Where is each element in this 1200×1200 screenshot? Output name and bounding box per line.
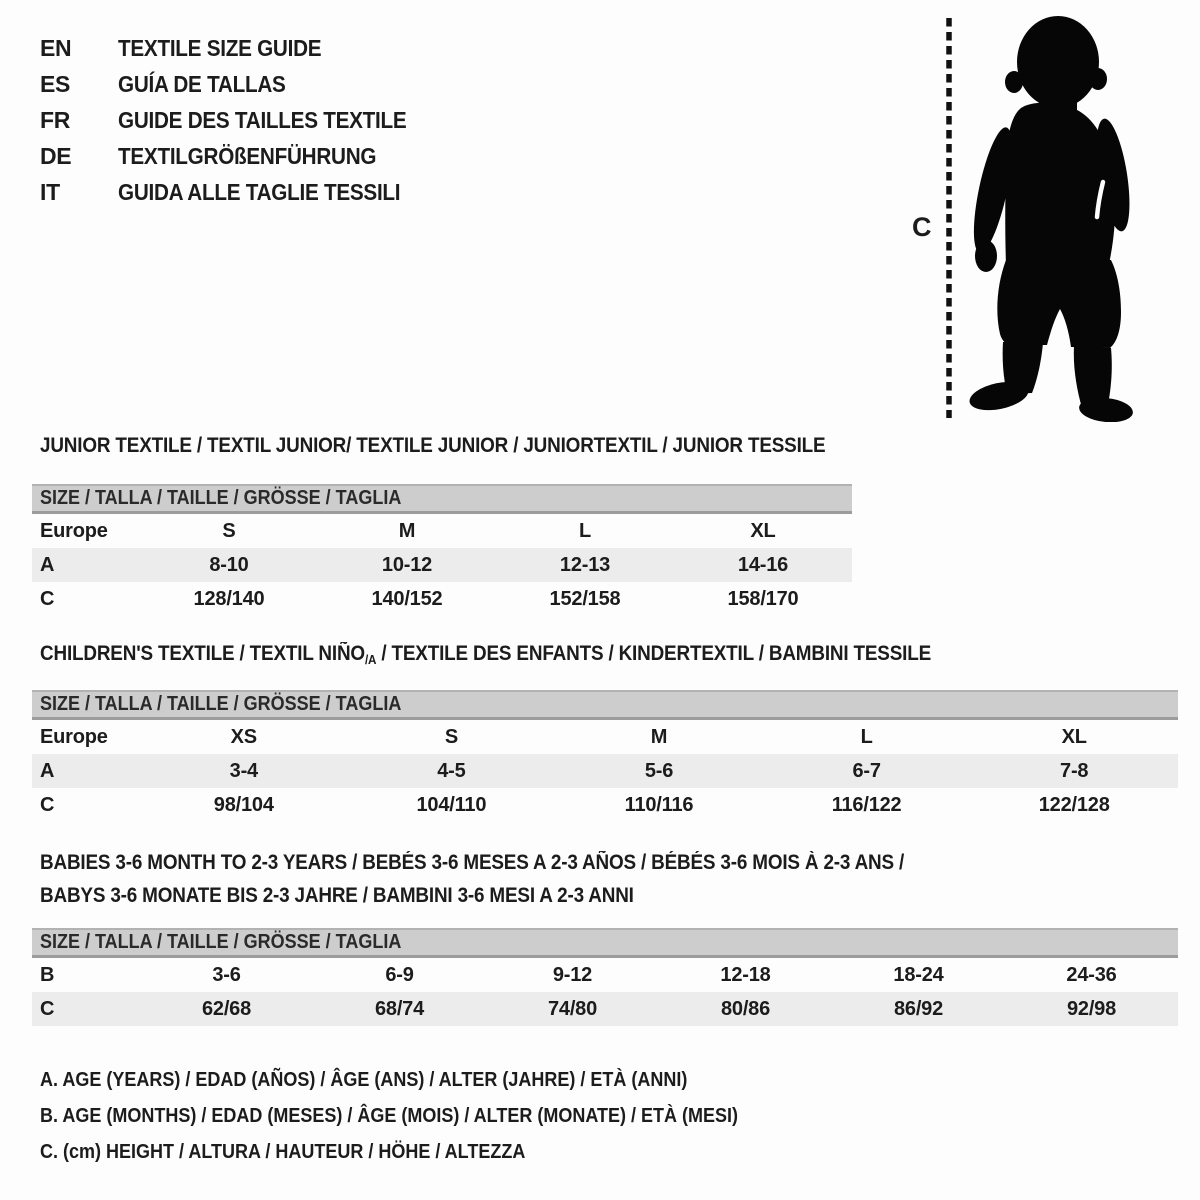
size-cell: 122/128 <box>1038 793 1110 816</box>
babies-row-height <box>32 992 1178 1026</box>
size-cell: 5-6 <box>644 759 674 782</box>
size-cell: 7-8 <box>1060 759 1089 782</box>
language-row-en <box>40 30 439 66</box>
size-header-bar: SIZE / TALLA / TAILLE / GRÖSSE / TAGLIA <box>32 690 1178 720</box>
children-row-age <box>32 754 1178 788</box>
size-cell: 140/152 <box>371 587 443 610</box>
junior-section-title: JUNIOR TEXTILE / TEXTIL JUNIOR/ TEXTILE JUNIOR / JUNIORTEXTIL / JUNIOR TESSILE <box>40 434 826 457</box>
size-cell: 80/86 <box>720 997 771 1020</box>
baby-silhouette-icon <box>958 12 1140 422</box>
row-label: Europe <box>40 519 108 542</box>
size-cell: 74/80 <box>547 997 598 1020</box>
size-cell: 104/110 <box>416 793 487 816</box>
size-cell: 62/68 <box>201 997 252 1020</box>
language-list <box>40 30 439 210</box>
size-cell: 152/158 <box>549 587 621 610</box>
row-label: C <box>40 997 55 1020</box>
size-cell: 116/122 <box>831 793 902 816</box>
measurement-legend <box>40 1062 816 1170</box>
children-row-height <box>32 788 1178 822</box>
size-cell: XL <box>750 519 776 542</box>
size-cell: 6-9 <box>385 963 414 986</box>
size-cell: M <box>650 725 668 748</box>
legend-line-b: B. AGE (MONTHS) / EDAD (MESES) / ÂGE (MOIS) / ALTER (MONATE) / ETÀ (MESI) <box>40 1104 738 1127</box>
size-cell: L <box>860 725 873 748</box>
size-cell: M <box>398 519 416 542</box>
junior-size-table <box>32 484 852 616</box>
size-cell: 6-7 <box>852 759 881 782</box>
size-cell: 14-16 <box>737 553 789 576</box>
size-cell: 68/74 <box>374 997 425 1020</box>
junior-row-height <box>32 582 852 616</box>
language-code: DE <box>40 142 72 169</box>
row-label: C <box>40 793 55 816</box>
size-cell: 110/116 <box>624 793 694 816</box>
height-measure-dashed-line <box>946 18 952 418</box>
size-cell: 24-36 <box>1066 963 1117 986</box>
children-row-europe <box>32 720 1178 754</box>
language-code: FR <box>40 106 71 133</box>
language-row-es <box>40 66 439 102</box>
size-cell: 18-24 <box>893 963 944 986</box>
language-title: GUIDA ALLE TAGLIE TESSILI <box>118 178 401 205</box>
legend-line-a: A. AGE (YEARS) / EDAD (AÑOS) / ÂGE (ANS) / ALTER (JAHRE) / ETÀ (ANNI) <box>40 1068 688 1091</box>
language-code: EN <box>40 34 72 61</box>
size-cell: 8-10 <box>209 553 249 576</box>
size-cell: XS <box>230 725 257 748</box>
language-title: GUÍA DE TALLAS <box>118 70 286 97</box>
size-cell: S <box>222 519 236 542</box>
height-measure-label: C <box>912 212 932 242</box>
junior-row-europe <box>32 514 852 548</box>
language-row-it <box>40 174 439 210</box>
babies-row-months <box>32 958 1178 992</box>
row-label: C <box>40 587 55 610</box>
size-cell: XL <box>1061 725 1087 748</box>
junior-row-age <box>32 548 852 582</box>
language-title: TEXTILE SIZE GUIDE <box>118 34 322 61</box>
size-cell: 12-18 <box>720 963 771 986</box>
language-code: ES <box>40 70 71 97</box>
row-label: Europe <box>40 725 108 748</box>
size-cell: 92/98 <box>1066 997 1117 1020</box>
size-cell: 4-5 <box>437 759 466 782</box>
size-cell: L <box>578 519 592 542</box>
size-header-bar: SIZE / TALLA / TAILLE / GRÖSSE / TAGLIA <box>32 484 852 514</box>
language-row-de <box>40 138 439 174</box>
size-cell: 12-13 <box>559 553 611 576</box>
size-cell: 158/170 <box>727 587 799 610</box>
row-label: B <box>40 963 55 986</box>
babies-section-title: BABIES 3-6 MONTH TO 2-3 YEARS / BEBÉS 3-6 MESES A 2-3 AÑOS / BÉBÉS 3-6 MOIS À 2-3 ANS / BABYS 3-6 MONATE BIS 2-3 JAHRE / BAMBINI 3-6 MESI A 2-3 ANNI <box>40 851 905 907</box>
size-cell: 9-12 <box>552 963 593 986</box>
size-cell: 3-6 <box>212 963 241 986</box>
language-title: TEXTILGRÖßENFÜHRUNG <box>118 142 377 169</box>
size-cell: 10-12 <box>381 553 433 576</box>
size-cell: S <box>444 725 458 748</box>
size-cell: 3-4 <box>229 759 258 782</box>
size-cell: 98/104 <box>213 793 274 816</box>
row-label: A <box>40 759 55 782</box>
babies-size-table <box>32 928 1178 1026</box>
children-size-table <box>32 690 1178 822</box>
size-cell: 86/92 <box>893 997 944 1020</box>
size-header-bar: SIZE / TALLA / TAILLE / GRÖSSE / TAGLIA <box>32 928 1178 958</box>
language-code: IT <box>40 178 60 205</box>
language-row-fr <box>40 102 439 138</box>
children-section-title: CHILDREN'S TEXTILE / TEXTIL $NIÑO_{/A}$ / TEXTILE DES ENFANTS / KINDERTEXTIL / BAMBINI TESSILE <box>40 642 932 667</box>
size-cell: 128/140 <box>193 587 265 610</box>
language-title: GUIDE DES TAILLES TEXTILE <box>118 106 407 133</box>
legend-line-c: C. (cm) HEIGHT / ALTURA / HAUTEUR / HÖHE / ALTEZZA <box>40 1140 526 1163</box>
row-label: A <box>40 553 55 576</box>
